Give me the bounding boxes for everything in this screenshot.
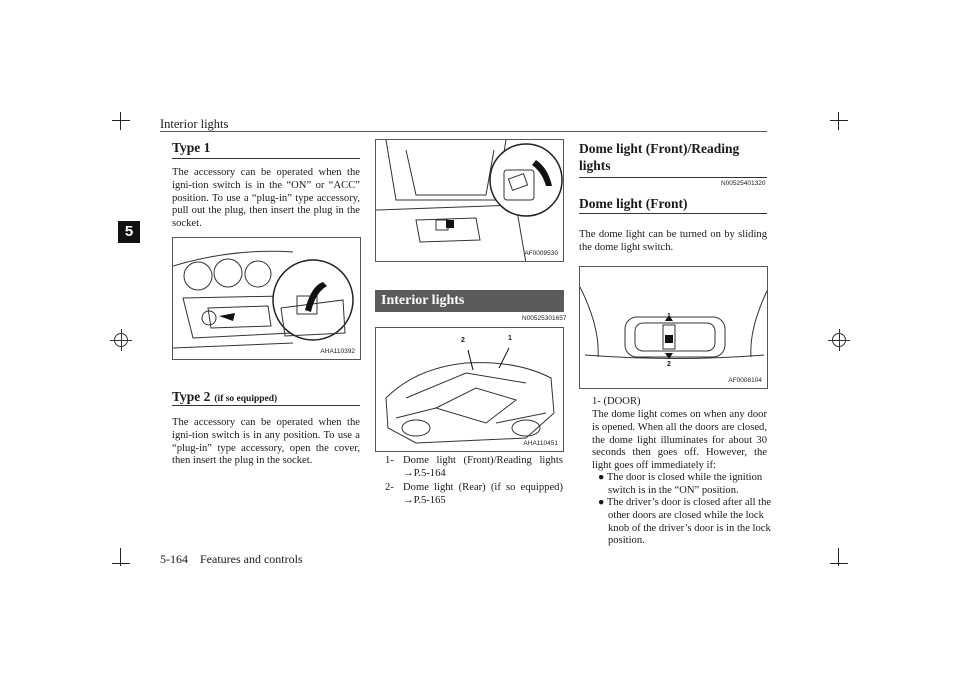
- figure-code: AF0008104: [728, 377, 762, 384]
- bullet-text: The door is closed while the ignition switch is in the “ON” position.: [606, 472, 763, 496]
- callout-label-2: 2: [461, 337, 465, 344]
- footer-section: Features and controls: [200, 552, 303, 566]
- list-item-text: Dome light (Front)/Reading lights: [403, 455, 563, 466]
- figure-code: AF0009530: [524, 250, 558, 257]
- crop-mark: [112, 120, 130, 121]
- list-item-text: Dome light (Rear) (if so equipped): [403, 482, 563, 493]
- reference-code: N00525401320: [721, 180, 766, 187]
- registration-mark: [114, 333, 128, 347]
- header-rule: [160, 131, 767, 132]
- type1-text: The accessory can be operated when the igni-tion switch is in the “ON” or “ACC” position. To use a “plug-in” type accessory, pull out the plug, then insert the plug in the socket.: [172, 167, 360, 230]
- page-footer: [160, 552, 303, 567]
- list-item-ref[interactable]: →P.5-164: [403, 467, 446, 479]
- reference-code: N00525301657: [522, 315, 567, 322]
- figure-code: AHA110392: [320, 348, 355, 355]
- interior-lights-heading: Interior lights: [375, 290, 564, 312]
- type2-heading-suffix: (if so equipped): [214, 394, 278, 404]
- list-item: [385, 455, 563, 481]
- registration-mark: [832, 333, 846, 347]
- figure-dome-light: [579, 266, 768, 389]
- list-item: [385, 482, 563, 508]
- callout-label-1: 1: [667, 313, 671, 320]
- dome-light-illustration: [580, 267, 768, 389]
- list-item-number: 1-: [385, 455, 394, 466]
- callout-label-2: 2: [667, 361, 671, 368]
- crop-mark: [830, 120, 848, 121]
- car-cutaway-illustration: [376, 328, 564, 452]
- door-text: The dome light comes on when any door is opened. When all the doors are closed, the dome light illuminates for about 30 seconds then goes off. However, the light goes off immediately if:: [592, 409, 767, 472]
- bullet-item: ● The driver’s door is closed after all the other doors are closed while the lock knob of the driver’s door is in the lock position.: [598, 497, 772, 547]
- figure-console-accessory-socket: [172, 237, 361, 360]
- crop-mark: [112, 563, 130, 564]
- dome-front-text: The dome light can be turned on by sliding the dome light switch.: [579, 229, 767, 253]
- chapter-tab: 5: [118, 221, 140, 243]
- figure-console-cover: [375, 139, 564, 262]
- crop-mark: [830, 563, 848, 564]
- console-illustration: [173, 238, 361, 360]
- heading-rule: [579, 177, 767, 178]
- type2-heading: [172, 388, 277, 406]
- type1-heading: Type 1: [172, 140, 211, 155]
- dome-front-heading: Dome light (Front): [579, 196, 688, 211]
- type2-text: The accessory can be operated when the igni-tion switch is in any position. To use a “plug-in” type accessory, open the cover, then insert the plug in the socket.: [172, 417, 360, 467]
- heading-rule: [172, 158, 360, 159]
- heading-rule: [172, 405, 360, 406]
- crop-mark: [838, 112, 839, 130]
- callout-label-1: 1: [508, 335, 512, 342]
- list-item-ref[interactable]: →P.5-165: [403, 494, 446, 506]
- figure-code: AHA110451: [523, 440, 558, 447]
- heading-rule: [579, 213, 767, 214]
- bullet-item: ● The door is closed while the ignition switch is in the “ON” position.: [598, 472, 763, 496]
- console-cover-illustration: [376, 140, 564, 262]
- figure-car-cutaway: [375, 327, 564, 452]
- type2-heading-text: Type 2: [172, 389, 211, 404]
- bullet-text: The driver’s door is closed after all the other doors are closed while the lock knob of the driver’s door is in the lock position.: [606, 497, 772, 547]
- page-number: 5-164: [160, 552, 188, 566]
- dome-reading-heading: Dome light (Front)/Reading lights: [579, 141, 740, 173]
- list-item-number: 2-: [385, 482, 394, 493]
- crop-mark: [120, 112, 121, 130]
- door-label: 1- (DOOR): [592, 396, 641, 407]
- page-header-title: Interior lights: [160, 117, 229, 131]
